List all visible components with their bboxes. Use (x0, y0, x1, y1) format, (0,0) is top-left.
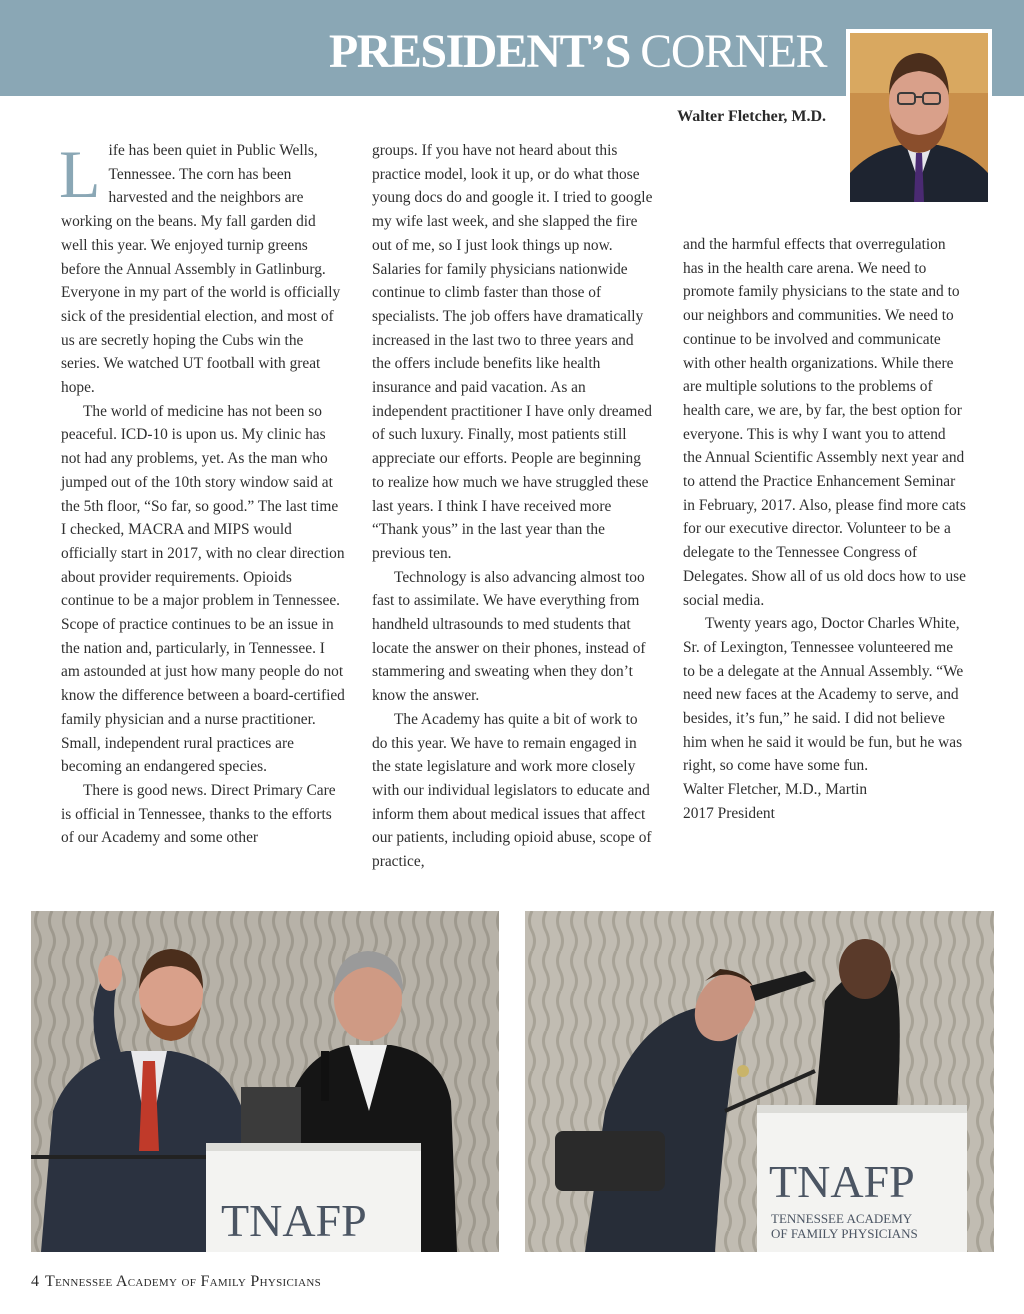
author-portrait (846, 29, 992, 206)
paragraph: The world of medicine has not been so peaceful. ICD-10 is upon us. My clinic has not had any problems, yet. As the man who jumped out of the 10th story window said at the 5th floor, “So far, so good.” The last time I checked, MACRA and MIPS would officially start in 2017, with no clear direction about provider requirements. Opioids continue to be a major problem in Tennessee. Scope of practice continues to be an issue in the nation and, particularly, in Tennessee. I am astounded at just how many people do not know the difference between a board-certified family physician and a nurse practitioner. Small, independent rural practices are becoming an endangered species. (61, 402, 345, 776)
podium-subtitle-2: OF FAMILY PHYSICIANS (771, 1226, 918, 1241)
oath-photo-image (31, 911, 499, 1252)
paragraph: ife has been quiet in Public Wells, Tennessee. The corn has been harvested and the neighbors are working on the beans. My fall garden did well this year. We enjoyed turnip greens before the Annual Assembly in Gatlinburg. Everyone in my part of the world is officially sick of the presidential election, and most of us are secretly hoping the Cubs win the series. We watched UT football with great hope. (61, 142, 341, 397)
podium-logo-text: TNAFP (221, 1195, 367, 1246)
page-footer (31, 1273, 321, 1291)
page-title-bold: PRESIDENT’S (328, 25, 630, 78)
paragraph: The Academy has quite a bit of work to do this year. We have to remain engaged in the state legislature and work more closely with our individual legislators to educate and inform them about medical issues that affect our patients, including opioid abuse, scope of practice, (372, 710, 652, 871)
paragraph: Technology is also advancing almost too fast to assimilate. We have everything from handheld ultrasounds to med students that locate the answer on their phones, instead of stammering and sweating when they don’t know the answer. (372, 568, 646, 705)
page-title (329, 24, 826, 80)
portrait-image (850, 33, 988, 202)
signature-title: 2017 President (683, 804, 775, 822)
podium-subtitle-1: TENNESSEE ACADEMY (771, 1211, 913, 1226)
article-column-1 (59, 136, 345, 850)
paragraph: and the harmful effects that overregulation has in the health care arena. We need to promote family physicians to the state and to our neighbors and communities. We need to continue to be involved and communicate with other health organizations. While there are multiple solutions to the problems of health care, we are, by far, the best option for everyone. This is why I want you to attend the Annual Scientific Assembly next year and to attend the Practice Enhancement Seminar in February, 2017. Also, please find more cats for our executive director. Volunteer to be a delegate to the Tennessee Congress of Delegates. Show all of us old docs how to use social media. (683, 236, 966, 609)
paragraph: There is good news. Direct Primary Care is official in Tennessee, thanks to the efforts of our Academy and some other (61, 781, 336, 847)
paragraph: groups. If you have not heard about this practice model, look it up, or do what those young docs do and google it. I tried to google my wife last week, and she slapped the fire out of me, so I just look things up now. Salaries for family physicians nationwide continue to climb faster than those of specialists. The job offers have dramatically increased in the last two to three years and the offers include benefits like health insurance and paid vacation. As an independent practitioner I have only dreamed of such luxury. Finally, most patients still appreciate our efforts. People are beginning to realize how much we have struggled these last years. I think I have received more “Thank yous” in the last year than the previous ten. (372, 142, 653, 562)
publication-name: Tennessee Academy of Family Physicians (45, 1273, 321, 1290)
page-number: 4 (31, 1273, 39, 1290)
podium-logo-text: TNAFP (769, 1156, 915, 1207)
article-column-3 (683, 233, 967, 826)
paragraph: Twenty years ago, Doctor Charles White, Sr. of Lexington, Tennessee volunteered me to be a delegate at the Annual Assembly. “We need new faces at the Academy to serve, and besides, it’s fun,” he said. I did not believe him when he said it would be fun, but he was right, so come have some fun. (683, 615, 964, 775)
medal-photo-image (525, 911, 994, 1252)
medal-photo (525, 911, 994, 1252)
oath-photo (31, 911, 499, 1252)
article-column-2 (372, 139, 656, 874)
page-title-light: CORNER (640, 25, 826, 78)
signature-line: Walter Fletcher, M.D., Martin (683, 781, 868, 799)
author-name: Walter Fletcher, M.D. (677, 108, 826, 125)
drop-cap: L (59, 136, 101, 212)
